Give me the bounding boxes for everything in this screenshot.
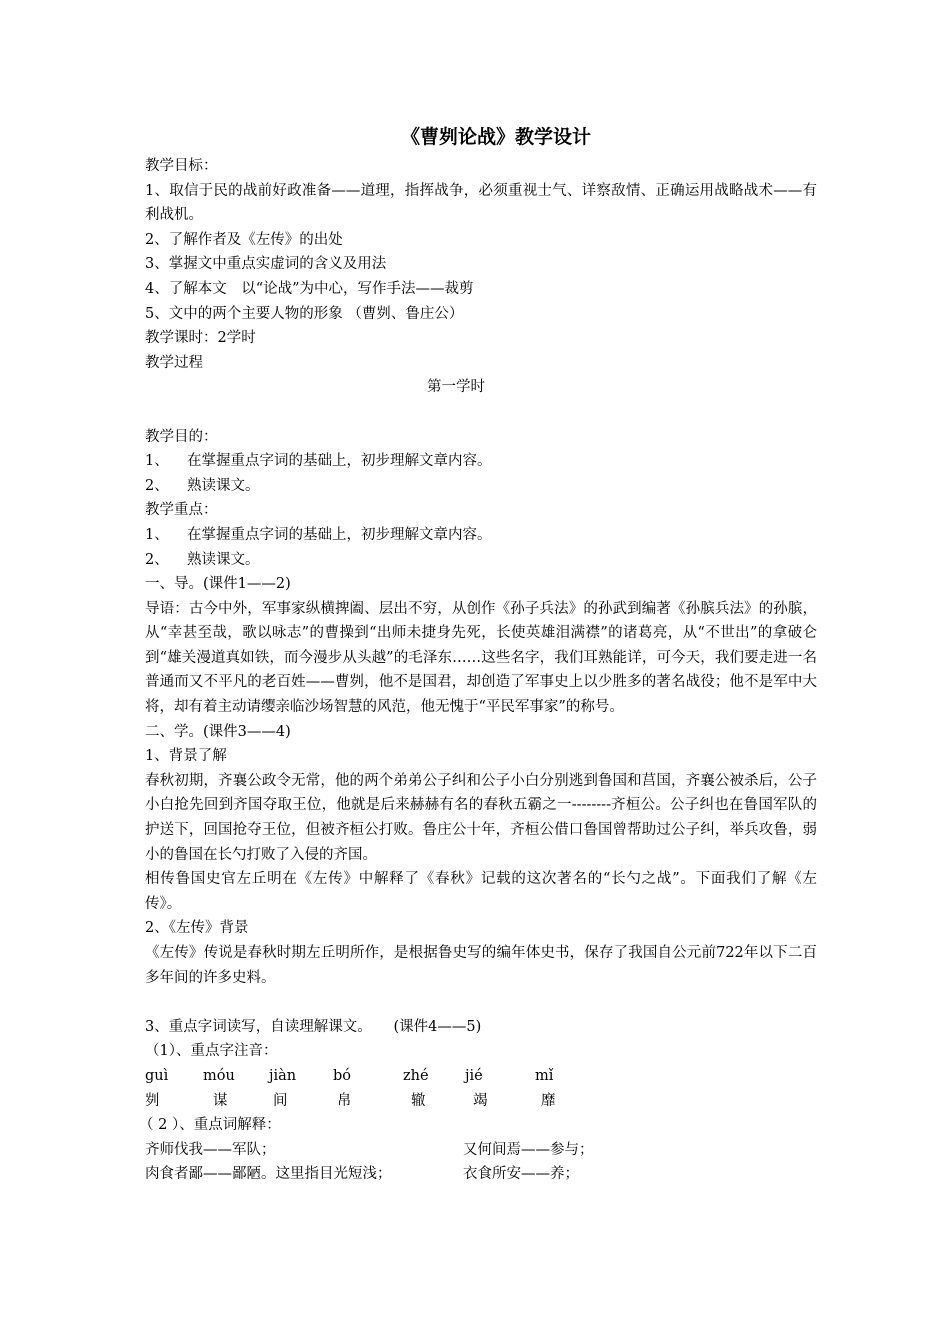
pinyin-item: jié <box>465 1067 483 1084</box>
character-item: 竭 <box>473 1092 488 1109</box>
purpose-heading: 教学目的： <box>145 428 218 445</box>
focus-item-number: 1、 <box>145 526 169 543</box>
period-heading: 第一学时 <box>427 379 485 396</box>
intro-paragraph: 导语：古今中外，军事家纵横捭阖、层出不穷，从创作《孙子兵法》的孙武到编著《孙膑兵法》的孙膑，从“幸甚至哉，歌以咏志”的曹操到“出师未捷身先死，长使英雄泪满襟”的诸葛亮，从“不世出”的拿破仑到“雄关漫道真如铁，而今漫步从头越”的毛泽东……这些名字，我们耳熟能详，可今天，我们要走进一名普通而又不平凡的老百姓——曹刿，他不是国君，却创造了军事史上以少胜多的著名战役；他不是军中大将，却有着主动请缨亲临沙场智慧的风范，他无愧于“平民军事家”的称号。 <box>145 600 817 716</box>
explanation-row <box>145 1138 817 1163</box>
focus-item-number: 2、 <box>145 551 169 568</box>
purpose-item-number: 2、 <box>145 477 169 494</box>
document-title: 《曹刿论战》教学设计 <box>400 126 591 148</box>
blank-line <box>145 400 817 425</box>
document-body <box>139 122 817 1187</box>
blank-line <box>145 990 817 1015</box>
pinyin-item: móu <box>203 1067 235 1084</box>
objective-1: 1、取信于民的战前好政准备——道理，指挥战争，必须重视士气、详察敌情、正确运用战略战术——有利战机。 <box>145 182 817 224</box>
section-2-heading: 二、学。(课件3——4) <box>145 723 291 740</box>
pinyin-item: jiàn <box>269 1067 297 1084</box>
pinyin-item: guì <box>145 1067 169 1084</box>
pronunciation-heading: （1）、重点字注音： <box>145 1043 278 1060</box>
objectives-heading: 教学目标： <box>145 158 218 174</box>
pinyin-row <box>145 1064 817 1089</box>
zuozhuan-heading: 2、《左传》背景 <box>145 920 249 937</box>
character-item: 谋 <box>213 1092 228 1109</box>
focus-item <box>145 523 817 548</box>
focus-item <box>145 548 817 573</box>
purpose-item <box>145 474 817 499</box>
background-heading: 1、背景了解 <box>145 748 227 765</box>
purpose-item <box>145 449 817 474</box>
character-item: 间 <box>273 1092 288 1109</box>
explanation-left: 齐师伐我——军队； <box>145 1141 276 1158</box>
objective-4: 4、了解本文 以“论战”为中心，写作手法——裁剪 <box>145 280 474 297</box>
character-item: 帛 <box>337 1092 352 1109</box>
character-row <box>145 1089 817 1114</box>
character-item: 刿 <box>145 1092 160 1109</box>
purpose-item-text: 在掌握重点字词的基础上，初步理解文章内容。 <box>187 453 492 470</box>
explanation-row <box>145 1162 817 1187</box>
zuozhuan-paragraph: 《左传》传说是春秋时期左丘明所作，是根据鲁史写的编年体史书，保存了我国自公元前722年以下二百多年间的许多史料。 <box>145 945 817 986</box>
explanation-right: 又何间焉——参与； <box>463 1141 594 1158</box>
pinyin-item: zhé <box>403 1067 429 1084</box>
purpose-item-number: 1、 <box>145 453 169 470</box>
pinyin-item: mǐ <box>535 1067 554 1084</box>
objective-2: 2、了解作者及《左传》的出处 <box>145 231 343 248</box>
vocab-heading: 3、重点字词读写，自读理解课文。 (课件4——5) <box>145 1018 482 1035</box>
pinyin-item: bó <box>333 1067 352 1084</box>
explanation-left: 肉食者鄙——鄙陋。这里指目光短浅； <box>145 1166 392 1183</box>
focus-heading: 教学重点： <box>145 502 218 519</box>
objective-5: 5、文中的两个主要人物的形象 （曹刿、鲁庄公） <box>145 305 464 322</box>
focus-item-text: 熟读课文。 <box>187 551 260 568</box>
section-1-heading: 一、导。(课件1——2) <box>145 576 291 593</box>
objective-3: 3、掌握文中重点实虚词的含义及用法 <box>145 256 387 273</box>
background-paragraph-1: 春秋初期，齐襄公政令无常，他的两个弟弟公子纠和公子小白分别逃到鲁国和莒国，齐襄公被杀后，公子小白抢先回到齐国夺取王位，他就是后来赫赫有名的春秋五霸之一--------齐桓公。公子纠也在鲁国军队的护送下，回国抢夺王位，但被齐桓公打败。鲁庄公十年，齐桓公借口鲁国曾帮助过公子纠，举兵攻鲁，弱小的鲁国在长勺打败了入侵的齐国。 <box>145 772 817 863</box>
teaching-hours: 教学课时：2学时 <box>145 330 256 347</box>
focus-item-text: 在掌握重点字词的基础上，初步理解文章内容。 <box>187 526 492 543</box>
explanation-heading: （ 2 ）、重点词解释： <box>139 1117 281 1134</box>
character-item: 辙 <box>411 1092 426 1109</box>
character-item: 靡 <box>541 1092 556 1109</box>
purpose-item-text: 熟读课文。 <box>187 477 260 494</box>
teaching-process: 教学过程 <box>145 354 203 371</box>
background-paragraph-2: 相传鲁国史官左丘明在《左传》中解释了《春秋》记载的这次著名的“长勺之战”。下面我们了解《左传》。 <box>145 871 817 912</box>
explanation-right: 衣食所安——养； <box>463 1166 579 1183</box>
